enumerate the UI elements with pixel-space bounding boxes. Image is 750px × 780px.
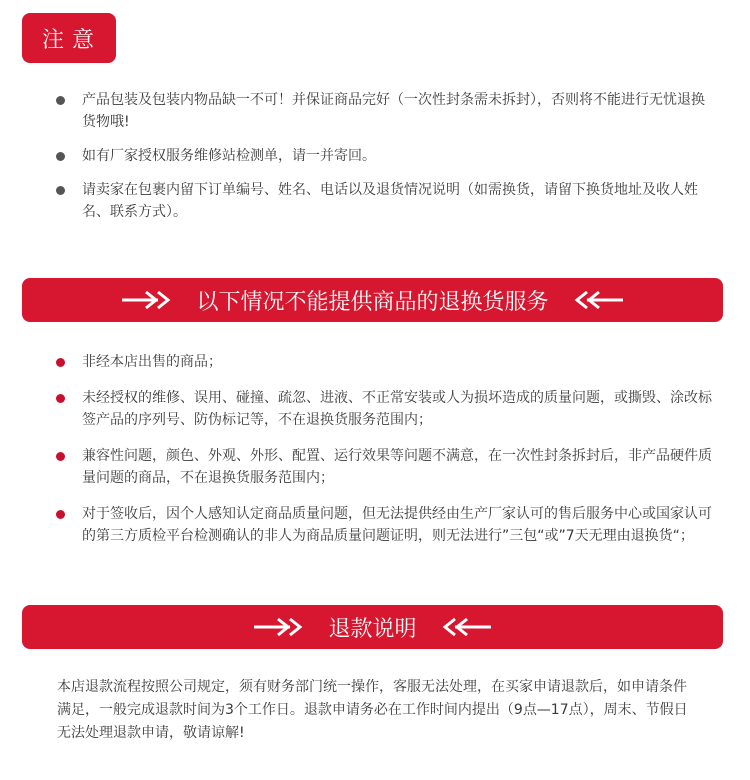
list-item-text: 如有厂家授权服务维修站检测单，请一并寄回。	[82, 148, 376, 164]
list-item-text: 未经授权的维修、误用、碰撞、疏忽、进液、不正常安装或人为损坏造成的质量问题，或撕毁、涂改标签产品的序列号、防伪标记等，不在退换货服务范围内；	[82, 390, 712, 428]
list-item-text: 兼容性问题，颜色、外观、外形、配置、运行效果等问题不满意，在一次性封条拆封后，非产品硬件质量问题的商品，不在退换货服务范围内；	[82, 448, 712, 486]
bullet-icon	[56, 186, 65, 195]
list-item	[55, 445, 715, 489]
double-arrow-left-icon	[571, 289, 625, 311]
list-item	[55, 89, 715, 133]
list-item-text: 产品包装及包装内物品缺一不可！并保证商品完好（一次性封条需未拆封），否则将不能进行无忧退换货物哦!	[82, 92, 705, 130]
bullet-icon	[56, 452, 65, 461]
bullet-icon	[56, 96, 65, 105]
refund-title: 退款说明	[328, 616, 417, 642]
bullet-icon	[56, 358, 65, 367]
double-arrow-left-icon	[439, 616, 493, 638]
notice-list	[55, 89, 715, 235]
bullet-icon	[56, 510, 65, 519]
list-item-text: 请卖家在包裹内留下订单编号、姓名、电话以及退货情况说明（如需换货，请留下换货地址及收人姓名、联系方式）。	[82, 182, 698, 220]
exclusions-list	[55, 351, 715, 561]
list-item	[55, 351, 715, 373]
list-item-text: 非经本店出售的商品；	[82, 354, 222, 370]
double-arrow-right-icon	[252, 616, 306, 638]
bullet-icon	[56, 152, 65, 161]
bullet-icon	[56, 394, 65, 403]
list-item	[55, 145, 715, 167]
exclusions-title: 以下情况不能提供商品的退换货服务	[196, 289, 549, 315]
double-arrow-right-icon	[120, 289, 174, 311]
refund-text: 本店退款流程按照公司规定，须有财务部门统一操作，客服无法处理，在买家申请退款后，如申请条件满足，一般完成退款时间为3个工作日。退款申请务必在工作时间内提出（9点—17点），周末、节假日无法处理退款申请，敬请谅解!	[57, 679, 688, 741]
notice-tag: 注意	[22, 13, 116, 63]
list-item	[55, 387, 715, 431]
list-item	[55, 179, 715, 223]
exclusions-banner	[22, 278, 723, 322]
refund-banner	[22, 605, 723, 649]
list-item	[55, 503, 715, 547]
list-item-text: 对于签收后，因个人感知认定商品质量问题，但无法提供经由生产厂家认可的售后服务中心或国家认可的第三方质检平台检测确认的非人为商品质量问题证明，则无法进行”三包“或”7天无理由退换货“；	[82, 506, 712, 544]
